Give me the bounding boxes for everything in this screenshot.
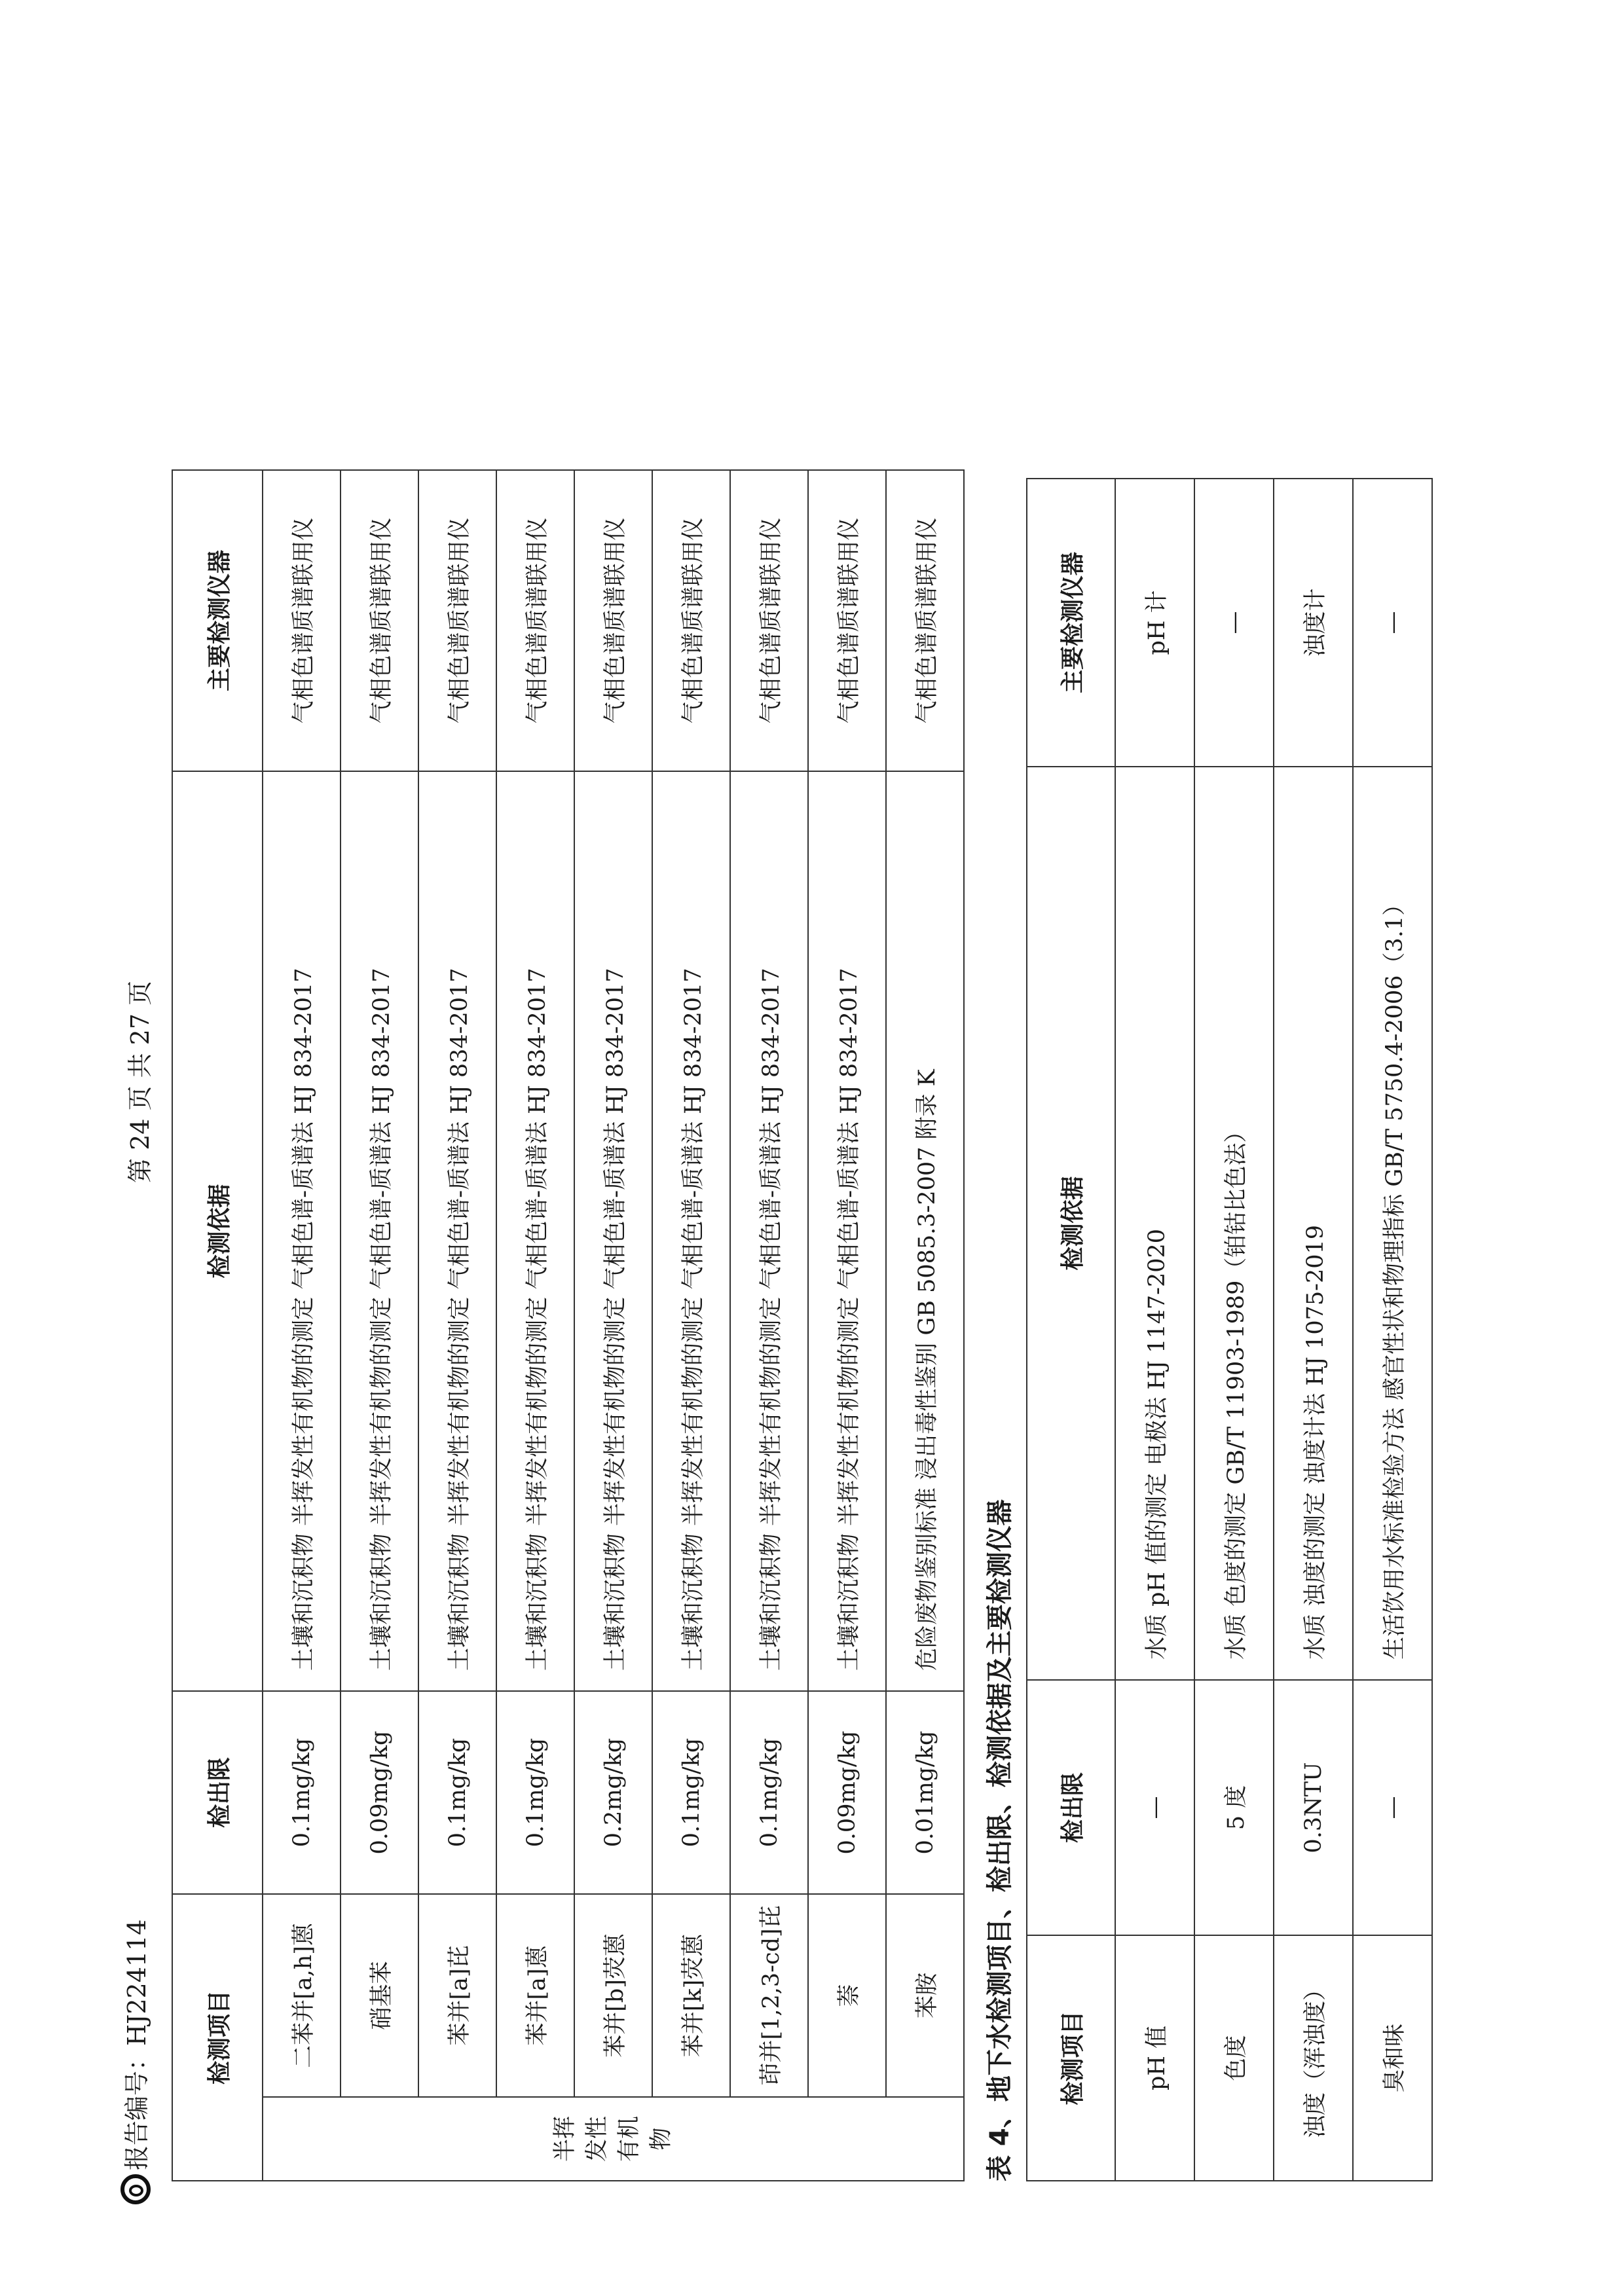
limit-cell: 0.1mg/kg: [730, 1691, 808, 1894]
limit-cell: 0.09mg/kg: [808, 1691, 886, 1894]
table-row: [496, 470, 574, 2181]
basis-cell: 土壤和沉积物 半挥发性有机物的测定 气相色谱-质谱法 HJ 834-2017: [730, 771, 808, 1691]
table-row: [1274, 479, 1353, 2181]
company-logo-icon: [120, 2174, 151, 2204]
basis-cell: 水质 pH 值的测定 电极法 HJ 1147-2020: [1115, 767, 1194, 1680]
basis-cell: 生活饮用水标准检验方法 感官性状和物理指标 GB/T 5750.4-2006（3.1）: [1353, 767, 1432, 1680]
header-item: 检测项目: [172, 1894, 263, 2181]
basis-cell: 水质 浊度的测定 浊度计法 HJ 1075-2019: [1274, 767, 1353, 1680]
instrument-cell: 气相色谱质谱联用仪: [652, 470, 730, 771]
limit-cell: 0.1mg/kg: [418, 1691, 496, 1894]
table-row: [1353, 479, 1432, 2181]
report-number-text: 报告编号：HJ224114: [122, 1919, 151, 2170]
limit-cell: 0.3NTU: [1274, 1680, 1353, 1935]
basis-cell: 土壤和沉积物 半挥发性有机物的测定 气相色谱-质谱法 HJ 834-2017: [652, 771, 730, 1691]
table-row: [574, 470, 652, 2181]
instrument-cell: 气相色谱质谱联用仪: [808, 470, 886, 771]
limit-cell: 0.2mg/kg: [574, 1691, 652, 1894]
instrument-cell: 气相色谱质谱联用仪: [418, 470, 496, 771]
header-limit: 检出限: [1027, 1680, 1115, 1935]
instrument-cell: 浊度计: [1274, 479, 1353, 767]
item-cell: 二苯并[a,h]蒽: [263, 1894, 341, 2097]
category-line: 发性: [583, 2116, 610, 2162]
report-number: [117, 1920, 153, 2204]
item-cell: 萘: [808, 1894, 886, 2097]
basis-cell: 水质 色度的测定 GB/T 11903-1989（铂钴比色法）: [1194, 767, 1274, 1680]
limit-cell: 0.1mg/kg: [496, 1691, 574, 1894]
item-cell: pH 值: [1115, 1935, 1194, 2181]
instrument-cell: —: [1353, 479, 1432, 767]
table-row: [730, 470, 808, 2181]
table-row: [1115, 479, 1194, 2181]
item-cell: 苯胺: [886, 1894, 964, 2097]
item-cell: 色度: [1194, 1935, 1274, 2181]
instrument-cell: 气相色谱质谱联用仪: [341, 470, 418, 771]
item-cell: 苯并[k]荧蒽: [652, 1894, 730, 2097]
basis-cell: 土壤和沉积物 半挥发性有机物的测定 气相色谱-质谱法 HJ 834-2017: [496, 771, 574, 1691]
table-row: [652, 470, 730, 2181]
svoc-table: [172, 469, 965, 2181]
basis-cell: 土壤和沉积物 半挥发性有机物的测定 气相色谱-质谱法 HJ 834-2017: [341, 771, 418, 1691]
basis-cell: 土壤和沉积物 半挥发性有机物的测定 气相色谱-质谱法 HJ 834-2017: [418, 771, 496, 1691]
limit-cell: 0.01mg/kg: [886, 1691, 964, 1894]
limit-cell: —: [1353, 1680, 1432, 1935]
item-cell: 臭和味: [1353, 1935, 1432, 2181]
table-header-row: [172, 470, 263, 2181]
table-row: [886, 470, 964, 2181]
header-basis: 检测依据: [172, 771, 263, 1691]
instrument-cell: 气相色谱质谱联用仪: [886, 470, 964, 771]
item-cell: 苯并[b]荧蒽: [574, 1894, 652, 2097]
instrument-cell: 气相色谱质谱联用仪: [574, 470, 652, 771]
category-line: 有机: [616, 2116, 642, 2162]
limit-cell: 5 度: [1194, 1680, 1274, 1935]
table-row: [341, 470, 418, 2181]
table-caption: 表 4、地下水检测项目、检出限、检测依据及主要检测仪器: [985, 1499, 1015, 2181]
item-cell: 苯并[a]蒽: [496, 1894, 574, 2097]
limit-cell: 0.1mg/kg: [652, 1691, 730, 1894]
item-cell: 茚并[1,2,3-cd]芘: [730, 1894, 808, 2097]
instrument-cell: —: [1194, 479, 1274, 767]
header-limit: 检出限: [172, 1691, 263, 1894]
item-cell: 硝基苯: [341, 1894, 418, 2097]
basis-cell: 土壤和沉积物 半挥发性有机物的测定 气相色谱-质谱法 HJ 834-2017: [263, 771, 341, 1691]
groundwater-table: [1026, 478, 1433, 2181]
instrument-cell: 气相色谱质谱联用仪: [263, 470, 341, 771]
header-item: 检测项目: [1027, 1935, 1115, 2181]
header-instrument: 主要检测仪器: [172, 470, 263, 771]
category-cell: [263, 2097, 964, 2181]
basis-cell: 土壤和沉积物 半挥发性有机物的测定 气相色谱-质谱法 HJ 834-2017: [574, 771, 652, 1691]
item-cell: 浊度（浑浊度）: [1274, 1935, 1353, 2181]
instrument-cell: 气相色谱质谱联用仪: [496, 470, 574, 771]
limit-cell: —: [1115, 1680, 1194, 1935]
category-line: 物: [648, 2127, 674, 2151]
item-cell: 苯并[a]芘: [418, 1894, 496, 2097]
table-header-row: [1027, 479, 1115, 2181]
instrument-cell: 气相色谱质谱联用仪: [730, 470, 808, 771]
table-row: [808, 470, 886, 2181]
limit-cell: 0.09mg/kg: [341, 1691, 418, 1894]
instrument-cell: pH 计: [1115, 479, 1194, 767]
basis-cell: 土壤和沉积物 半挥发性有机物的测定 气相色谱-质谱法 HJ 834-2017: [808, 771, 886, 1691]
page-info: 第 24 页 共 27 页: [126, 980, 155, 1183]
basis-cell: 危险废物鉴别标准 浸出毒性鉴别 GB 5085.3-2007 附录 K: [886, 771, 964, 1691]
table-row: [263, 470, 341, 2181]
header-instrument: 主要检测仪器: [1027, 479, 1115, 767]
table-row: [418, 470, 496, 2181]
category-line: 半挥: [551, 2116, 578, 2162]
header-basis: 检测依据: [1027, 767, 1115, 1680]
table-row: [1194, 479, 1274, 2181]
limit-cell: 0.1mg/kg: [263, 1691, 341, 1894]
